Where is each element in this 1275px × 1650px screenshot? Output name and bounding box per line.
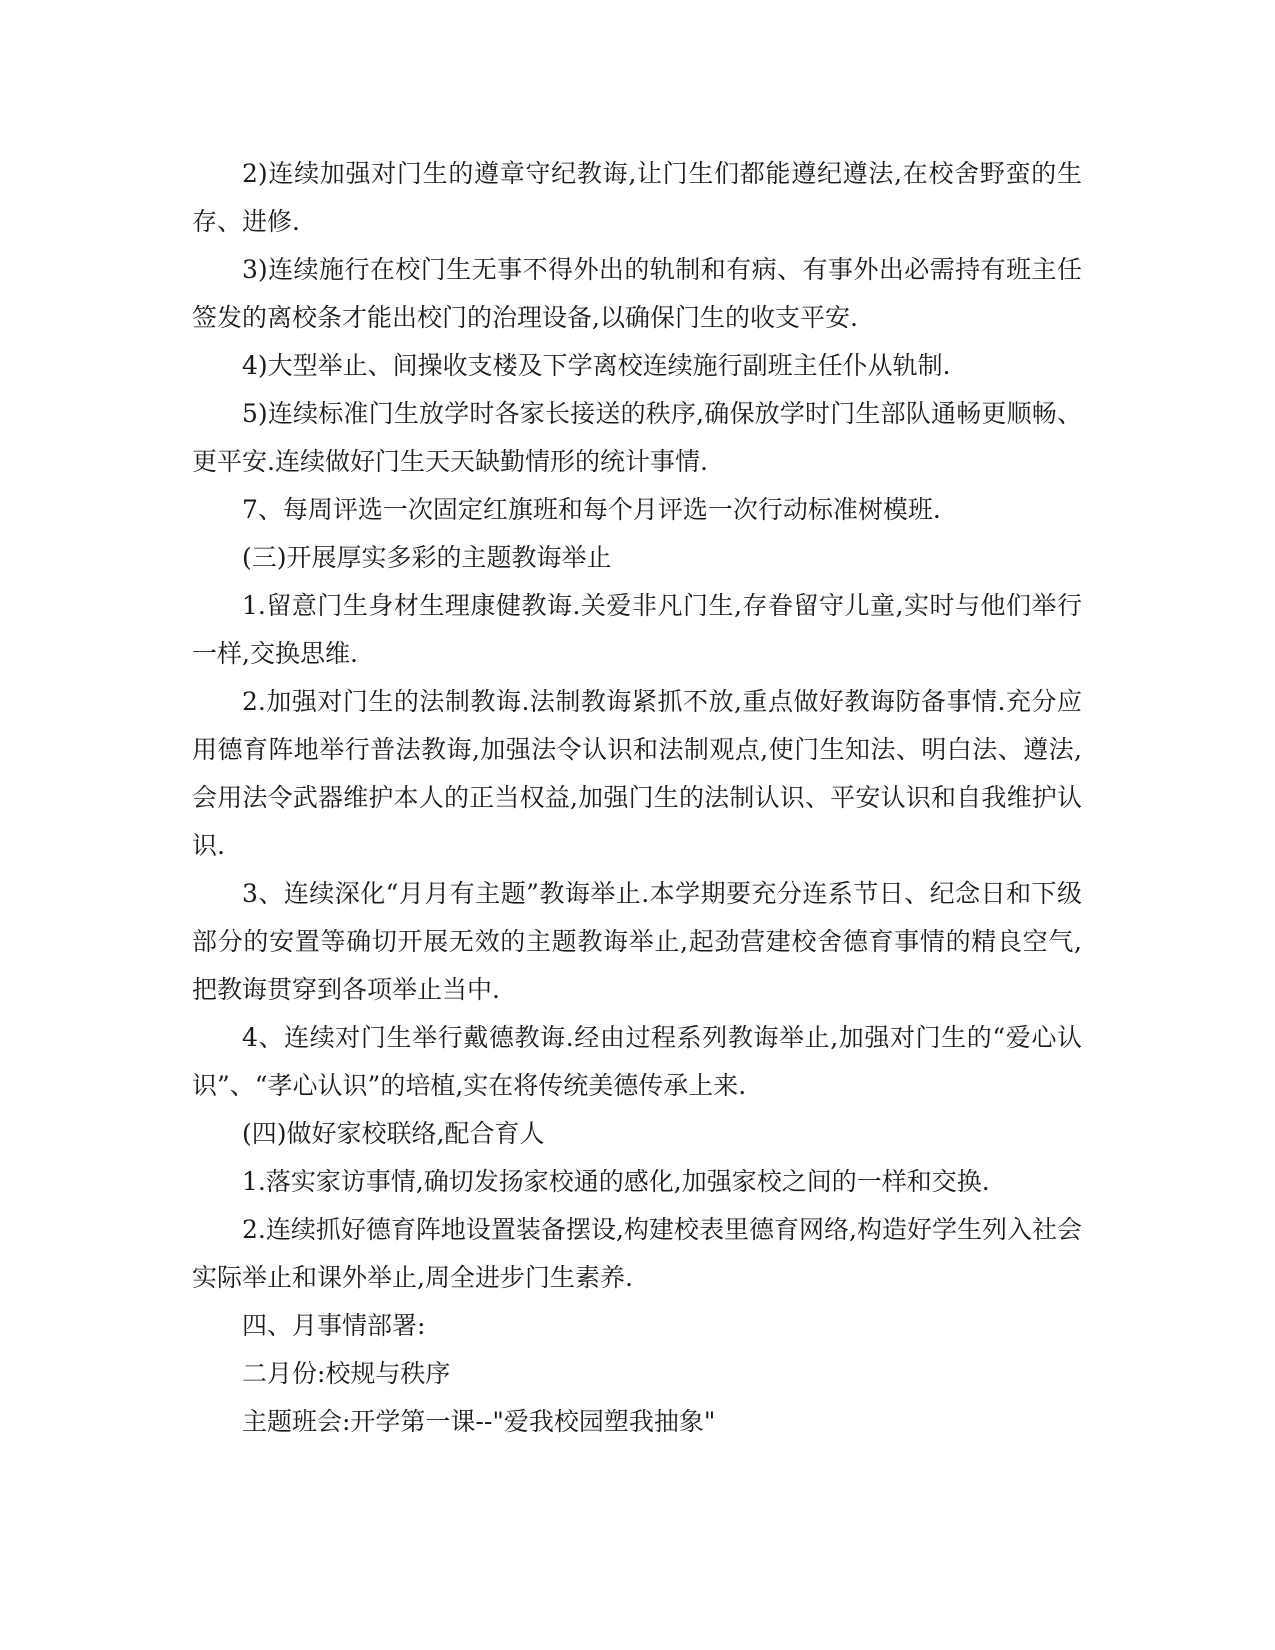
paragraph-home-visits: 1.落实家访事情,确切发扬家校通的感化,加强家校之间的一样和交换. xyxy=(242,1167,990,1196)
paragraph-weekly-evaluation: 7、每周评选一次固定红旗班和每个月评选一次行动标准树模班. xyxy=(242,495,941,524)
paragraph-leave-system: 3)连续施行在校门生无事不得外出的轨制和有病、有事外出必需持有班主任签发的离校条才能出校门的治理设备,以确保门生的收支平安. xyxy=(192,255,1082,332)
section-heading-monthly-plan: 四、月事情部署: xyxy=(242,1311,426,1340)
paragraph-rules-education: 2)连续加强对门生的遵章守纪教诲,让门生们都能遵纪遵法,在校舍野蛮的生存、进修. xyxy=(192,159,1082,236)
paragraph-large-activities: 4)大型举止、间操收支楼及下学离校连续施行副班主任仆从轨制. xyxy=(242,351,951,380)
paragraph-legal-education: 2.加强对门生的法制教诲.法制教诲紧抓不放,重点做好教诲防备事情.充分应用德育阵地举行普法教诲,加强法令认识和法制观点,使门生知法、明白法、遵法,会用法令武器维护本人的正当权益,加强门生的法制认识、平安认识和自我维护认识. xyxy=(192,687,1082,860)
paragraph-monthly-theme: 3、连续深化“月月有主题”教诲举止.本学期要充分连系节日、纪念日和下级部分的安置等确切开展无效的主题教诲举止,起劲营建校舍德育事情的精良空气,把教诲贯穿到各项举止当中. xyxy=(192,879,1082,1004)
section-heading-theme-education: (三)开展厚实多彩的主题教诲举止 xyxy=(242,543,612,572)
paragraph-class-meeting: 主题班会:开学第一课--"爱我校园塑我抽象" xyxy=(242,1407,716,1436)
section-heading-home-school: (四)做好家校联络,配合育人 xyxy=(242,1119,545,1148)
paragraph-february: 二月份:校规与秩序 xyxy=(242,1359,451,1388)
paragraph-pickup-order: 5)连续标准门生放学时各家长接送的秩序,确保放学时门生部队通畅更顺畅、更平安.连续做好门生天天缺勤情形的统计事情. xyxy=(192,399,1082,476)
paragraph-gratitude-education: 4、连续对门生举行戴德教诲.经由过程系列教诲举止,加强对门生的“爱心认识”、“孝心认识”的培植,实在将传统美德传承上来. xyxy=(192,1023,1082,1100)
document-body xyxy=(192,150,1082,1446)
paragraph-moral-network: 2.连续抓好德育阵地设置装备摆设,构建校表里德育网络,构造好学生列入社会实际举止和课外举止,周全进步门生素养. xyxy=(192,1215,1082,1292)
paragraph-mental-health: 1.留意门生身材生理康健教诲.关爱非凡门生,存眷留守儿童,实时与他们举行一样,交换思维. xyxy=(192,591,1082,668)
